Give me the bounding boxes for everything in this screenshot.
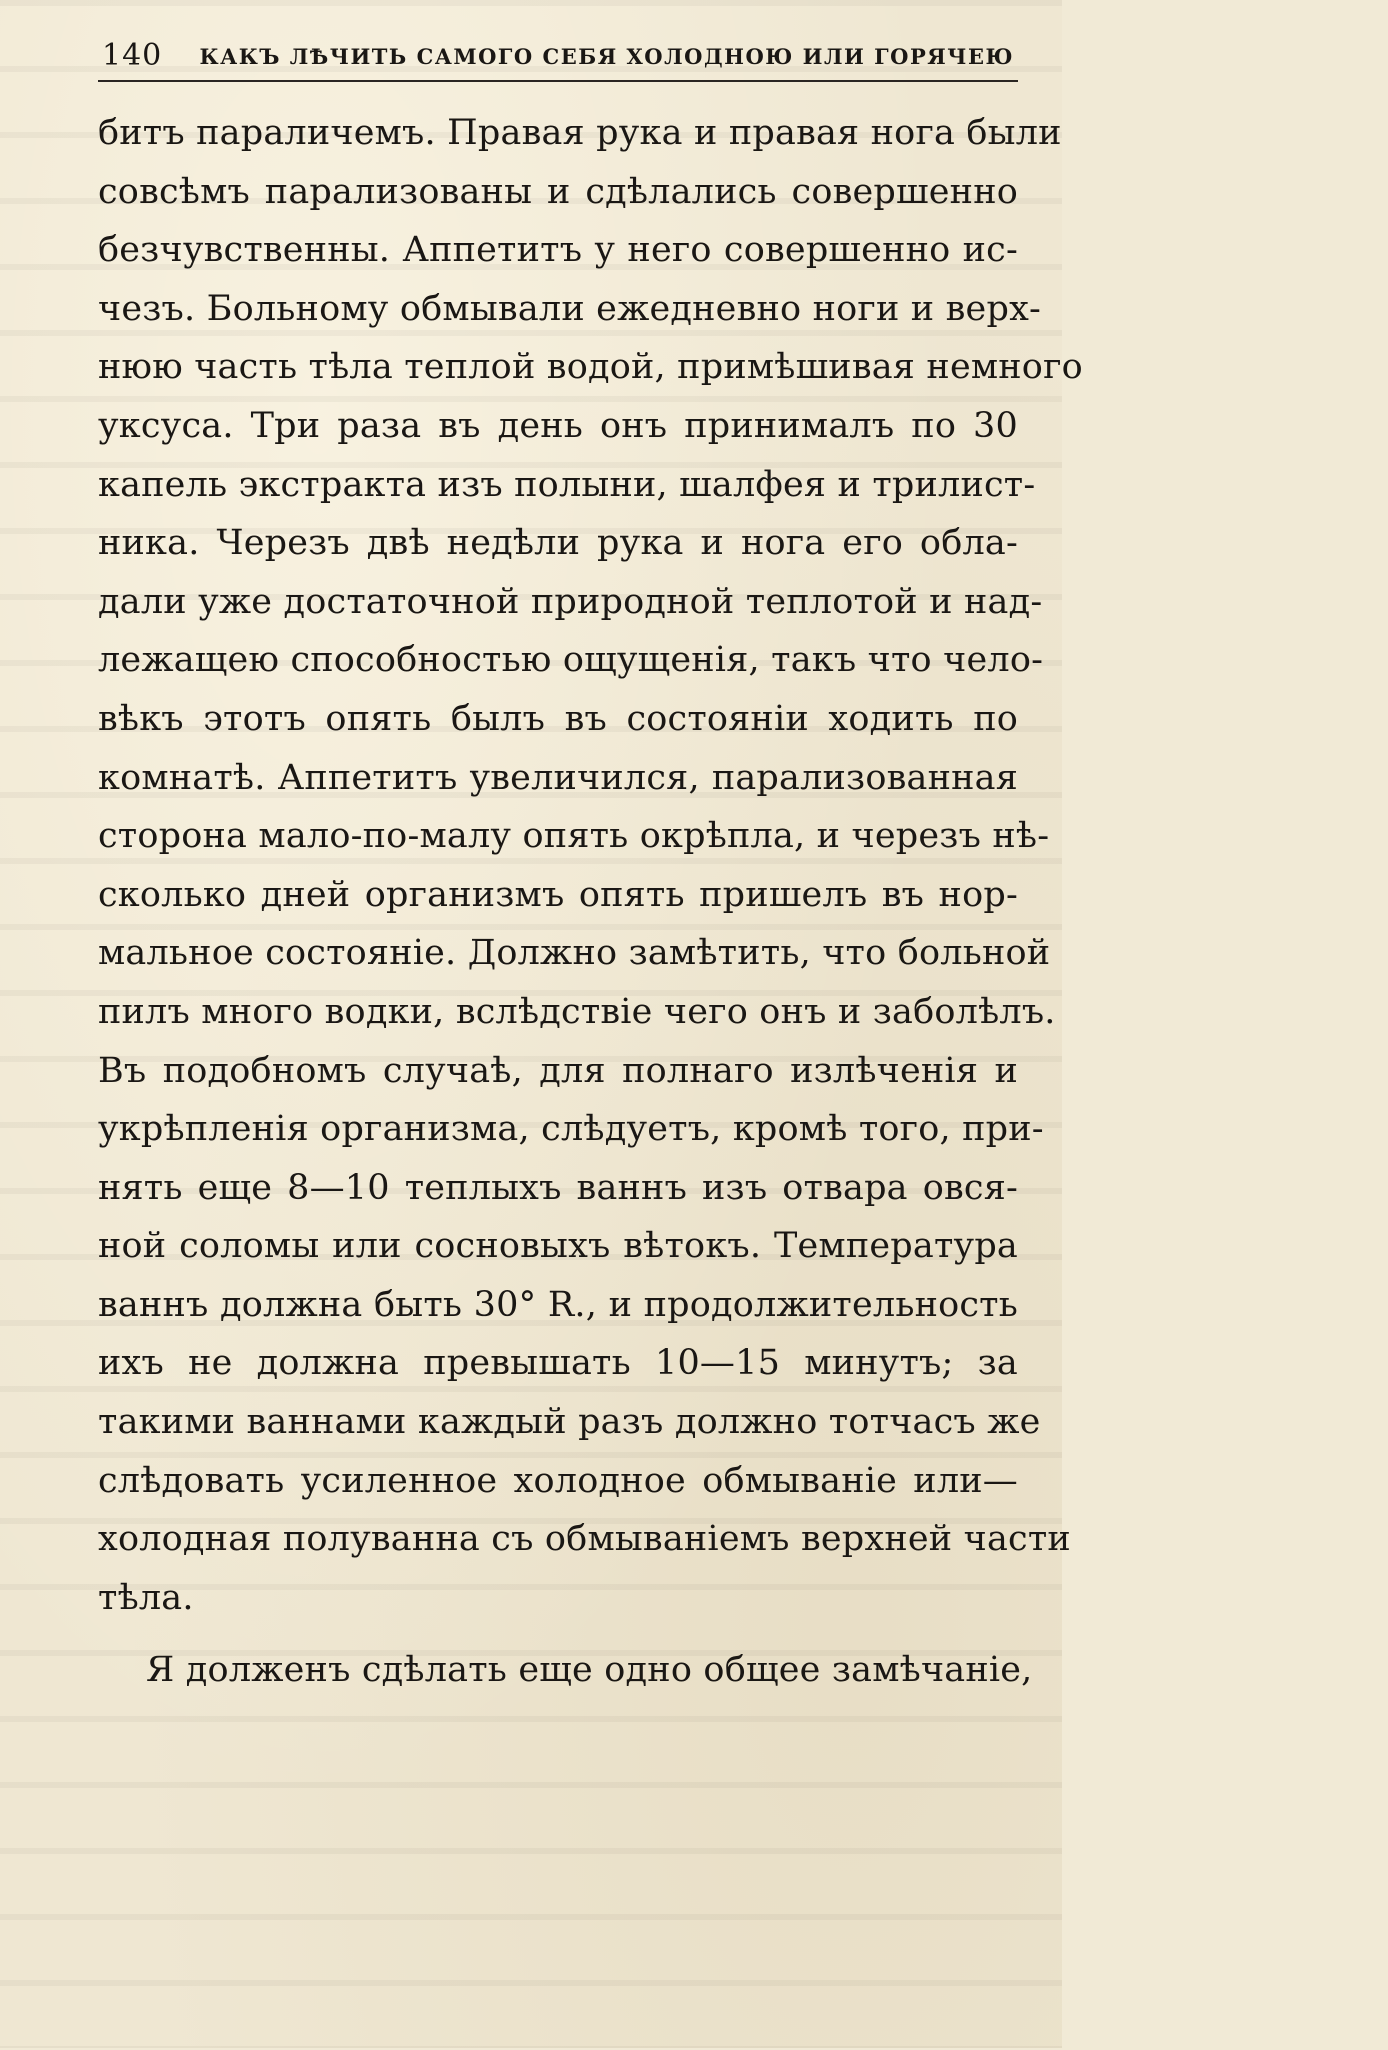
text-line: совсѣмъ парализованы и сдѣлались совершенно [98, 171, 1018, 212]
text-line: лежащею способностью ощущенія, такъ что чело- [98, 640, 1044, 681]
paragraph-2 [98, 1641, 1033, 1700]
text-line: комнатѣ. Аппетитъ увеличился, парализованная [98, 757, 1018, 798]
text-line: сторона мало-по-малу опять окрѣпла, и черезъ нѣ- [98, 816, 1050, 857]
page-header [98, 36, 1018, 76]
text-line: пилъ много водки, вслѣдствіе чего онъ и заболѣлъ. [98, 991, 1056, 1032]
text-line: холодная полуванна съ обмываніемъ верхней части [98, 1519, 1071, 1560]
text-line: укрѣпленія организма, слѣдуетъ, кромѣ того, при- [98, 1109, 1044, 1150]
text-line: ника. Черезъ двѣ недѣли рука и нога его обла- [98, 523, 1018, 564]
text-line: сколько дней организмъ опять пришелъ въ нор- [98, 874, 1018, 915]
text-line: Въ подобномъ случаѣ, для полнаго излѣченія и [98, 1050, 1018, 1091]
text-line: слѣдовать усиленное холодное обмываніе или— [98, 1460, 1018, 1501]
running-title: КАКЪ ЛѢЧИТЬ САМОГО СЕБЯ ХОЛОДНОЮ ИЛИ ГОРЯЧЕЮ [199, 44, 1014, 69]
paragraph-1 [98, 104, 1083, 1627]
text-line: дали уже достаточной природной теплотой и над- [98, 581, 1043, 622]
text-line: вѣкъ этотъ опять былъ въ состояніи ходить по [98, 698, 1018, 739]
body-text [98, 104, 1083, 1700]
header-rule [98, 80, 1018, 82]
text-line: ваннъ должна быть 30° R., и продолжительность [98, 1284, 1018, 1325]
text-line: нюю часть тѣла теплой водой, примѣшивая немного [98, 347, 1083, 388]
text-line: уксуса. Три раза въ день онъ принималъ по 30 [98, 405, 1018, 446]
text-line: нять еще 8—10 теплыхъ ваннъ изъ отвара овся- [98, 1167, 1018, 1208]
text-line: чезъ. Больному обмывали ежедневно ноги и верх- [98, 288, 1042, 329]
text-line: тѣла. [98, 1577, 194, 1618]
text-line: такими ваннами каждый разъ должно тотчасъ же [98, 1402, 1041, 1443]
paragraph-gap [98, 1627, 1018, 1641]
text-line: Я долженъ сдѣлать еще одно общее замѣчаніе, [146, 1650, 1033, 1691]
text-line: мальное состояніе. Должно замѣтить, что больной [98, 933, 1051, 974]
text-line: безчувственны. Аппетитъ у него совершенно ис- [98, 230, 1018, 271]
text-line: битъ параличемъ. Правая рука и правая нога были [98, 113, 1062, 153]
text-line: ихъ не должна превышать 10—15 минутъ; за [98, 1343, 1018, 1384]
page-number: 140 [102, 38, 163, 73]
text-line: капель экстракта изъ полыни, шалфея и трилист- [98, 464, 1036, 505]
text-line: ной соломы или сосновыхъ вѣтокъ. Температура [98, 1226, 1018, 1267]
